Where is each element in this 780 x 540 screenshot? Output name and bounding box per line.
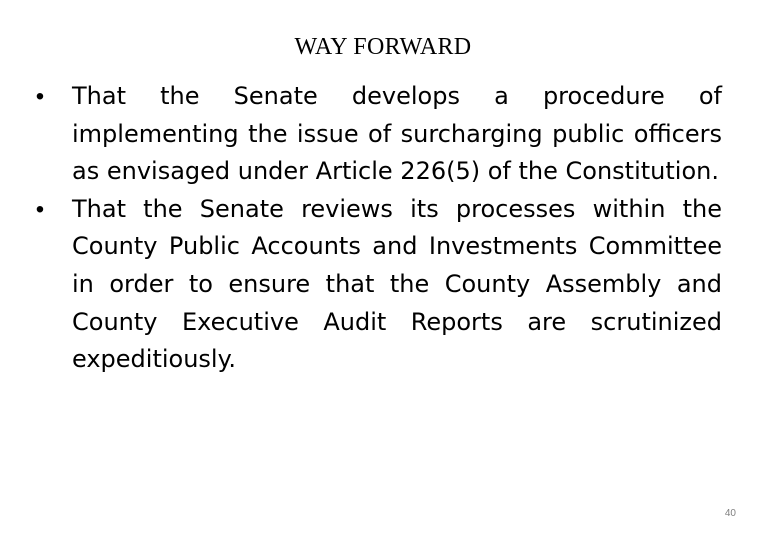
slide-title: WAY FORWARD	[294, 34, 472, 60]
bullet-icon: •	[35, 195, 45, 223]
page-number: 40	[724, 508, 736, 519]
bullet-text: That the Senate develops a procedure of implementing the issue of surcharging public officers as envisaged under Article 226(5) of the Constitution.	[72, 82, 722, 186]
bullet-text: That the Senate reviews its processes within the County Public Accounts and Investments Committee in order to ensure that the County Assembly and County Executive Audit Reports are scrutinized expeditiously.	[72, 194, 722, 374]
bullet-item	[30, 78, 722, 191]
bullet-item	[30, 191, 722, 379]
bullet-icon: •	[35, 83, 45, 110]
bullet-list	[30, 78, 722, 379]
